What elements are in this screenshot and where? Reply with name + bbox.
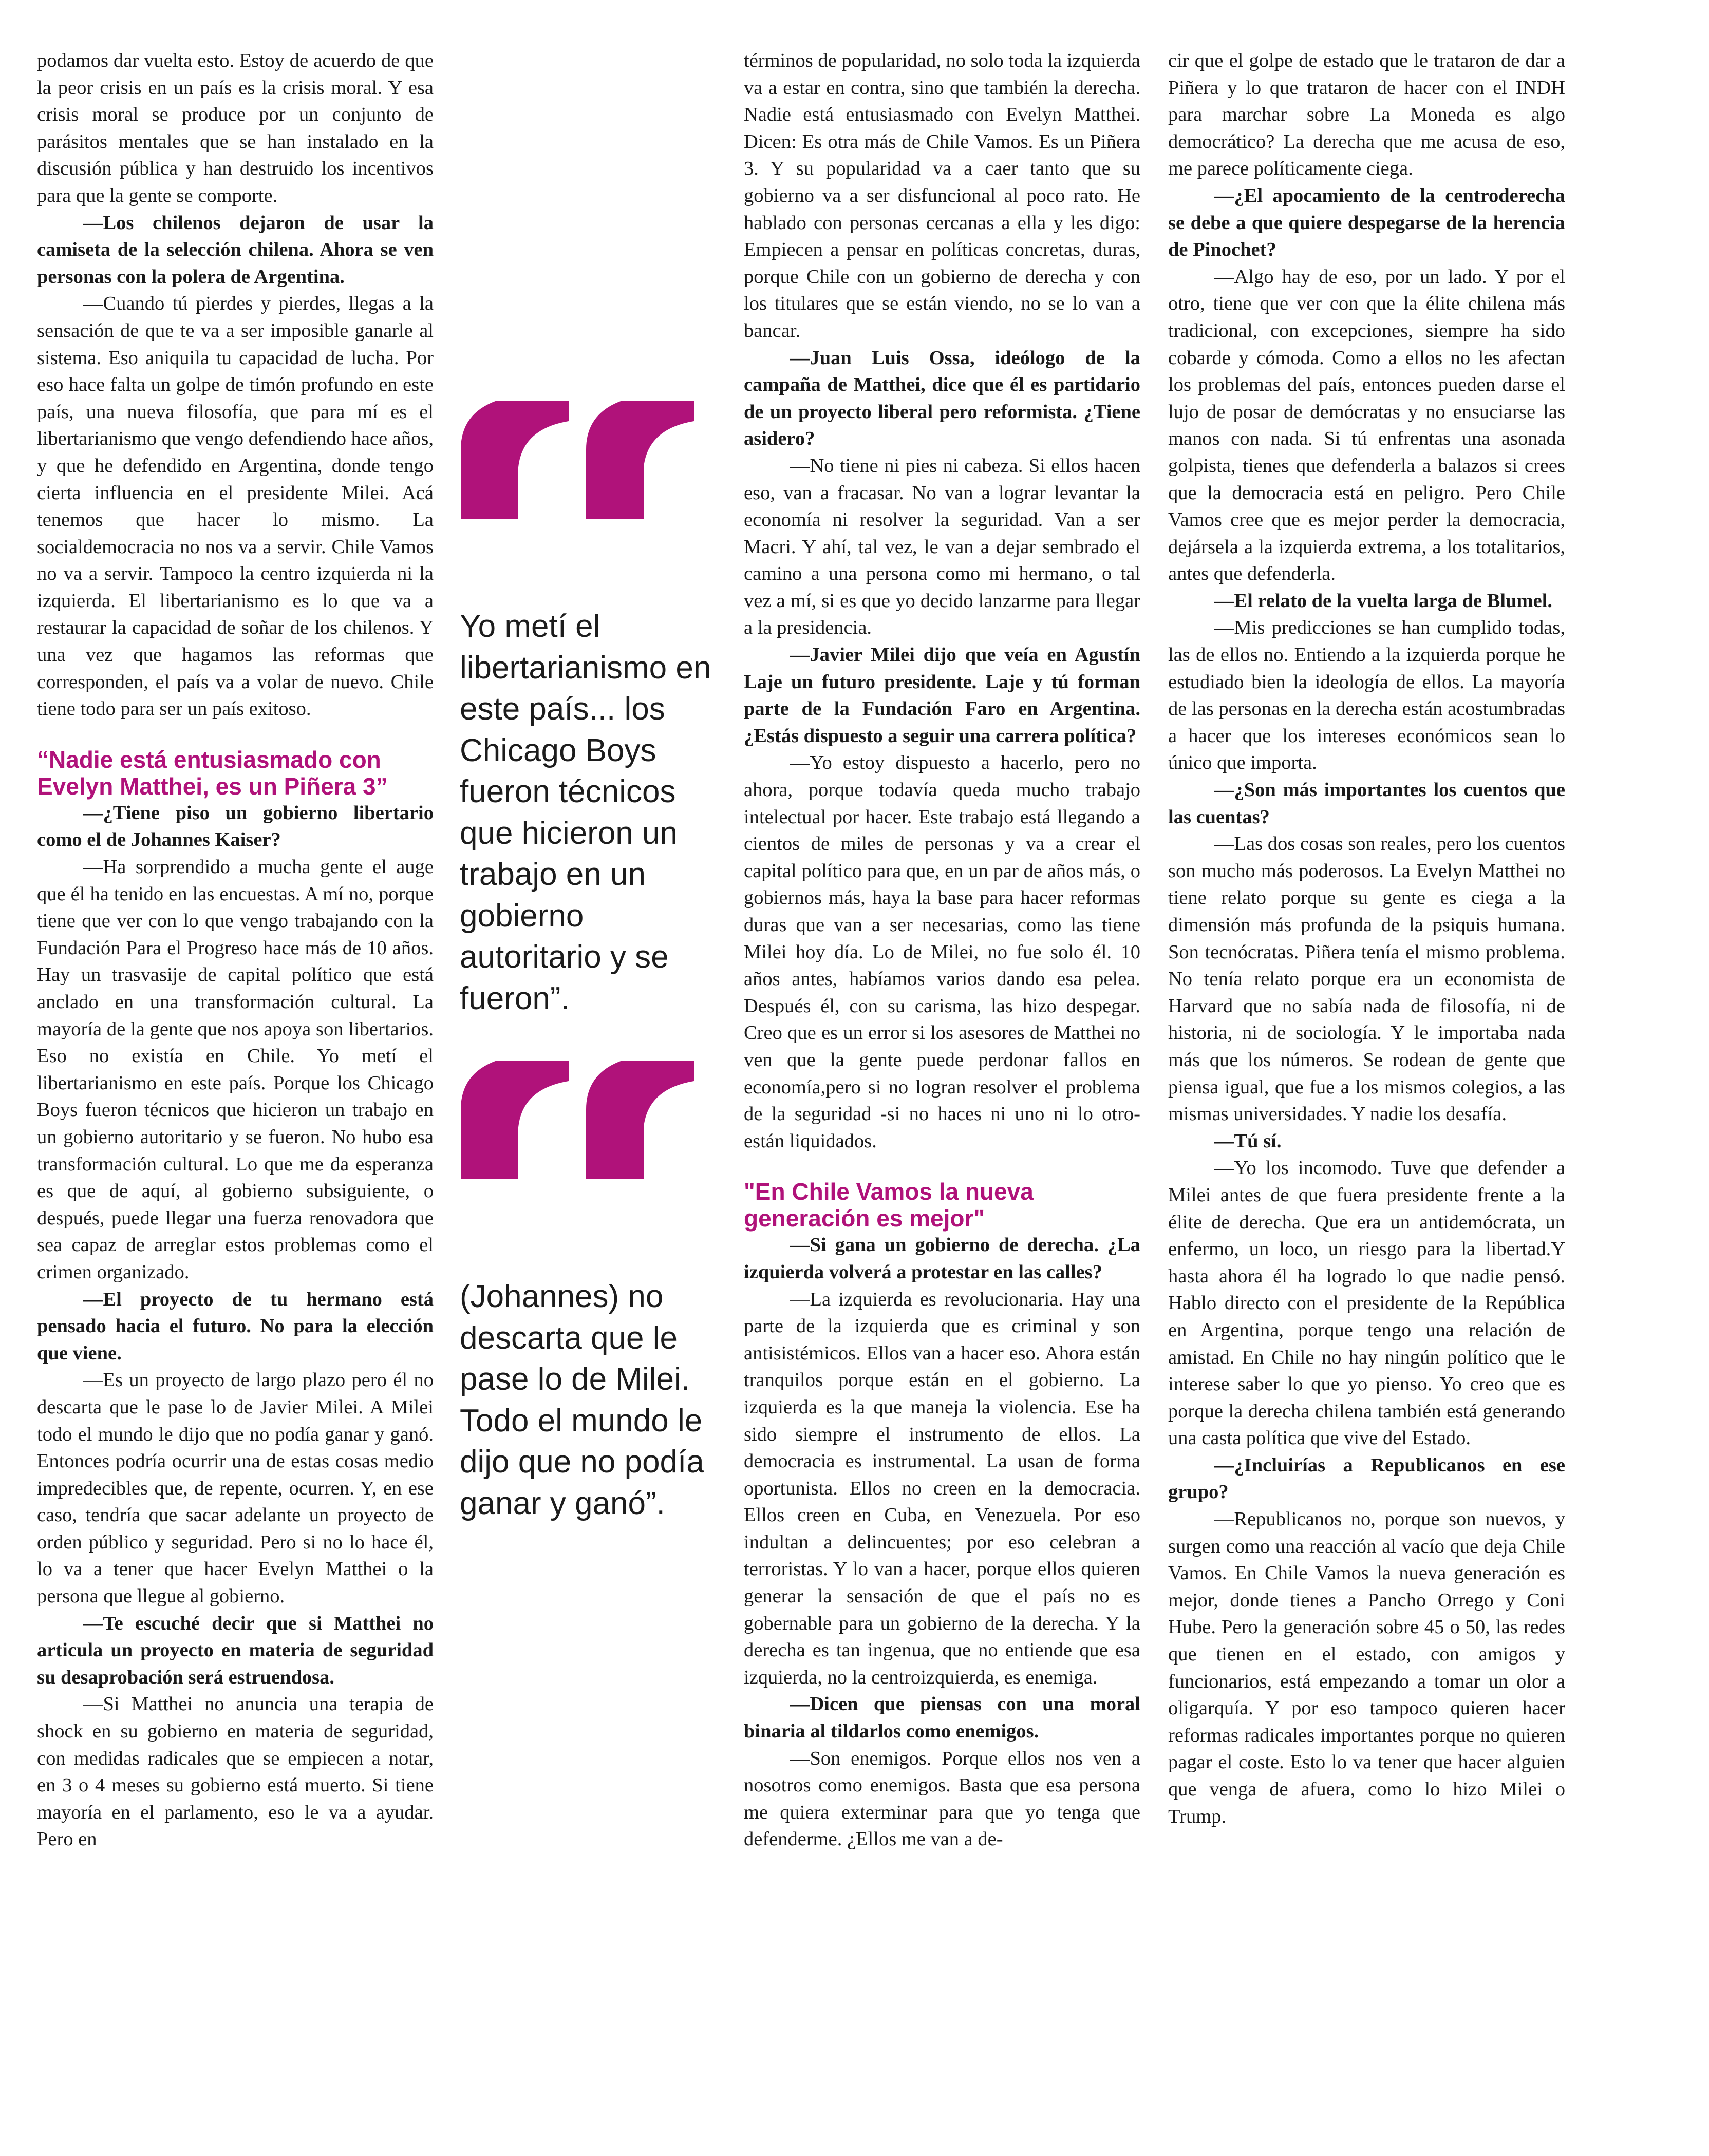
interview-question: —Si gana un gobierno de derecha. ¿La izquierda volverá a protestar en las calles? [744, 1234, 1140, 1283]
interview-answer: —Yo los incomodo. Tuve que defender a Milei antes de que fuera presidente frente a la élite de derecha. Que era un antidemócrata, un enfermo, un loco, un riesgo para la libertad.Y hasta ahora él ha logrado lo que nadie pensó. Hablo directo con el presidente de la República en Argentina, porque tengo una relación de amistad. En Chile no hay ningún político que le interese saber lo que yo pienso. Yo creo que es porque la derecha chilena también está generando una casta política que vive del Estado. [1168, 1157, 1565, 1449]
article-column-4 [1168, 47, 1565, 1830]
interview-question: —Juan Luis Ossa, ideólogo de la campaña de Matthei, dice que él es partidario de un proyecto liberal pero reformista. ¿Tiene asidero? [744, 347, 1140, 450]
interview-question: —¿Tiene piso un gobierno libertario como el de Johannes Kaiser? [37, 802, 434, 851]
article-column-3 [744, 47, 1140, 1853]
quote-glyph [461, 1061, 569, 1179]
article-column-1 [37, 47, 434, 1853]
interview-question: —¿Son más importantes los cuentos que las cuentas? [1168, 779, 1565, 828]
quote-glyph [586, 401, 694, 519]
section-heading: "En Chile Vamos la nueva generación es mejor" [744, 1178, 1034, 1232]
interview-question: —Tú sí. [1214, 1130, 1282, 1152]
interview-answer: —Si Matthei no anuncia una terapia de shock en su gobierno en materia de seguridad, con medidas radicales que se empiecen a notar, en 3 o 4 meses su gobierno está muerto. Si tiene mayoría en el parlamento, eso le va a ayudar. Pero en [37, 1693, 434, 1850]
paragraph: cir que el golpe de estado que le trataron de dar a Piñera y lo que trataron de hacer con el INDH para marchar sobre La Moneda es algo democrático? La derecha que me acusa de eso, me parece políticamente ciega. [1168, 50, 1565, 180]
interview-question: —¿El apocamiento de la centroderecha se debe a que quiere despegarse de la herencia de Pinochet? [1168, 184, 1565, 261]
interview-answer: —Cuando tú pierdes y pierdes, llegas a la sensación de que te va a ser imposible ganarle al sistema. Eso aniquila tu capacidad de lucha. Por eso hace falta un golpe de timón profundo en este país, una nueva filosofía, que para mí es el libertarianismo que vengo defendiendo hace años, y que he defendido en Argentina, donde tengo cierta influencia en el presidente Milei. Acá tenemos que hacer lo mismo. La socialdemocracia no nos va a servir. Chile Vamos no va a servir. Tampoco la centro izquierda ni la izquierda. El libertarianismo es lo que va a restaurar la capacidad de soñar de los chilenos. Y una vez que hagamos las reformas que corresponden, el país va a volar de nuevo. Chile tiene todo para ser un país exitoso. [37, 293, 434, 720]
interview-answer: —No tiene ni pies ni cabeza. Si ellos hacen eso, van a fracasar. No van a lograr levantar la economía ni resolver la seguridad. Van a ser Macri. Y ahí, tal vez, le van a dejar sembrado el camino a una persona como mi hermano, o tal vez a mí, si es que yo decido lanzarme para llegar a la presidencia. [744, 455, 1140, 639]
quote-glyph [586, 1061, 694, 1179]
open-quote-icon [461, 1061, 727, 1179]
pull-quote-column [460, 401, 727, 1524]
interview-question: —El relato de la vuelta larga de Blumel. [1214, 590, 1553, 612]
interview-answer: —Es un proyecto de largo plazo pero él no descarta que le pase lo de Javier Milei. A Milei todo el mundo le dijo que no podía ganar y ganó. Entonces podría ocurrir una de estas cosas medio impredecibles que, de repente, ocurren. Y, en ese caso, tendría que sacar adelante un proyecto de orden público y seguridad. Pero si no lo hace él, lo va a tener que hacer Evelyn Matthei o la persona que llegue al gobierno. [37, 1369, 434, 1607]
interview-answer: —Son enemigos. Porque ellos nos ven a nosotros como enemigos. Basta que esa persona me quiera exterminar para que yo tenga que defenderme. ¿Ellos me van a de- [744, 1747, 1140, 1850]
interview-answer: —Republicanos no, porque son nuevos, y surgen como una reacción al vacío que deja Chile Vamos. En Chile Vamos la nueva generación es mejor, donde tienes a Pancho Orrego y Coni Hube. Pero la generación sobre 45 o 50, las redes que tienen en el estado, con amigos y funcionarios, está empezando a tomar un olor a oligarquía. Y por eso tampoco quieren hacer reformas radicales importantes porque no quieren pagar el coste. Esto lo va tener que hacer alguien que venga de afuera, como lo hizo Milei o Trump. [1168, 1508, 1565, 1827]
interview-question: —El proyecto de tu hermano está pensado hacia el futuro. No para la elección que viene. [37, 1288, 434, 1364]
interview-answer: —Mis predicciones se han cumplido todas, las de ellos no. Entiendo a la izquierda porque he estudiado bien la ideología de ellos. La mayoría de las personas en la derecha están acostumbradas a hacer que los intereses económicos sean lo único que importa. [1168, 617, 1565, 774]
pull-quote: Yo metí el libertarianismo en este país... los Chicago Boys fueron técnicos que hicieron un trabajo en un gobierno autoritario y se fueron”. [460, 609, 711, 1016]
interview-question: —Los chilenos dejaron de usar la camiseta de la selección chilena. Ahora se ven personas con la polera de Argentina. [37, 212, 434, 288]
interview-answer: —La izquierda es revolucionaria. Hay una parte de la izquierda que es criminal y son antisistémicos. Ellos van a hacer eso. Ahora están tranquilos porque están en el gobierno. La izquierda es la que maneja la violencia. Ese ha sido siempre el instrumento de ellos. La democracia es instrumental. La usan de forma oportunista. Ellos no creen en la democracia. Ellos creen en Cuba, en Venezuela. Por eso indultan a delincuentes; por eso celebran a terroristas. Y lo van a hacer, porque ellos quieren generar la sensación de que el país no es gobernable para un gobierno de la derecha. Y la derecha es tan ingenua, que no entiende que esa izquierda, no la centroizquierda, es enemiga. [744, 1288, 1140, 1688]
interview-answer: —Ha sorprendido a mucha gente el auge que él ha tenido en las encuestas. A mí no, porque tiene que ver con lo que vengo trabajando con la Fundación Para el Progreso hace más de 10 años. Hay un trasvasije de capital político que está anclado en una transformación cultural. La mayoría de la gente que nos apoya son libertarios. Eso no existía en Chile. Yo metí el libertarianismo en este país. Porque los Chicago Boys fueron técnicos que hicieron un trabajo en un gobierno autoritario y se fueron. No hubo esa transformación cultural. Lo que me da esperanza es que de aquí, al gobierno subsiguiente, o después, puede llegar una fuerza renovadora que sea capaz de arreglar estos problemas como el crimen organizado. [37, 856, 434, 1283]
interview-question: —Javier Milei dijo que veía en Agustín Laje un futuro presidente. Laje y tú forman parte de la Fundación Faro en Argentina. ¿Estás dispuesto a seguir una carrera política? [744, 644, 1140, 747]
interview-answer: —Las dos cosas son reales, pero los cuentos son mucho más poderosos. La Evelyn Matthei no tiene relato porque su gente es ciega a la dimensión más profunda de la psiquis humana. Son tecnócratas. Piñera tenía el mismo problema. No tenía relato porque era un economista de Harvard que no sabía nada de filosofía, ni de historia, ni de sociología. Y le importaba nada más que los números. Se rodean de gente que piensa igual, que fue a los mismos colegios, a las mismas universidades. Y nadie los desafía. [1168, 833, 1565, 1125]
quote-glyph [461, 401, 569, 519]
interview-question: —¿Incluirías a Republicanos en ese grupo? [1168, 1454, 1565, 1503]
interview-answer: —Algo hay de eso, por un lado. Y por el otro, tiene que ver con que la élite chilena más tradicional, con excepciones, siempre ha sido cobarde y cómoda. Como a ellos no les afectan los problemas del país, entonces pueden darse el lujo de posar de demócratas y no ensuciarse las manos con nada. Si tú enfrentas una asonada golpista, tienes que defenderla a balazos si crees que la democracia está en peligro. Pero Chile Vamos cree que es mejor perder la democracia, dejársela a la izquierda extrema, a los totalitarios, antes que defenderla. [1168, 266, 1565, 585]
interview-question: —Dicen que piensas con una moral binaria al tildarlos como enemigos. [744, 1693, 1140, 1743]
interview-question: —Te escuché decir que si Matthei no articula un proyecto en materia de seguridad su desaprobación será estruendosa. [37, 1612, 434, 1688]
interview-answer: —Yo estoy dispuesto a hacerlo, pero no ahora, porque todavía queda mucho trabajo intelectual por hacer. Este trabajo está llegando a cientos de miles de personas y va a crear el capital político para que, en un par de años más, o gobiernos más, haya la base para hacer reformas duras que van a ser necesarias, como las tiene Milei hoy día. Lo de Milei, no fue solo él. 10 años antes, habíamos varios dando esa pelea. Después él, con su carisma, las hizo despegar. Creo que es un error si los asesores de Matthei no ven que la gente puede perdonar fallos en economía,pero si no logran resolver el problema de la seguridad -si no haces ni uno ni lo otro- están liquidados. [744, 752, 1140, 1152]
pull-quote: (Johannes) no descarta que le pase lo de Milei. Todo el mundo le dijo que no podía ganar y ganó”. [460, 1279, 704, 1521]
open-quote-icon [461, 401, 727, 519]
paragraph: podamos dar vuelta esto. Estoy de acuerdo de que la peor crisis en un país es la crisis moral. Y esa crisis moral se produce por un conjunto de parásitos mentales que se han instalado en la discusión pública y han destruido los incentivos para que la gente se comporte. [37, 50, 434, 206]
paragraph: términos de popularidad, no solo toda la izquierda va a estar en contra, sino que también la derecha. Nadie está entusiasmado con Evelyn Matthei. Dicen: Es otra más de Chile Vamos. Es un Piñera 3. Y su popularidad va a caer tanto que su gobierno va a ser disfuncional al poco rato. He hablado con personas cercanas a ella y les digo: Empiecen a pensar en políticas concretas, duras, porque Chile con un gobierno de derecha y con los titulares que se están viendo, no se lo van a bancar. [744, 50, 1140, 342]
section-heading: “Nadie está entusiasmado con Evelyn Matthei, es un Piñera 3” [37, 746, 388, 800]
